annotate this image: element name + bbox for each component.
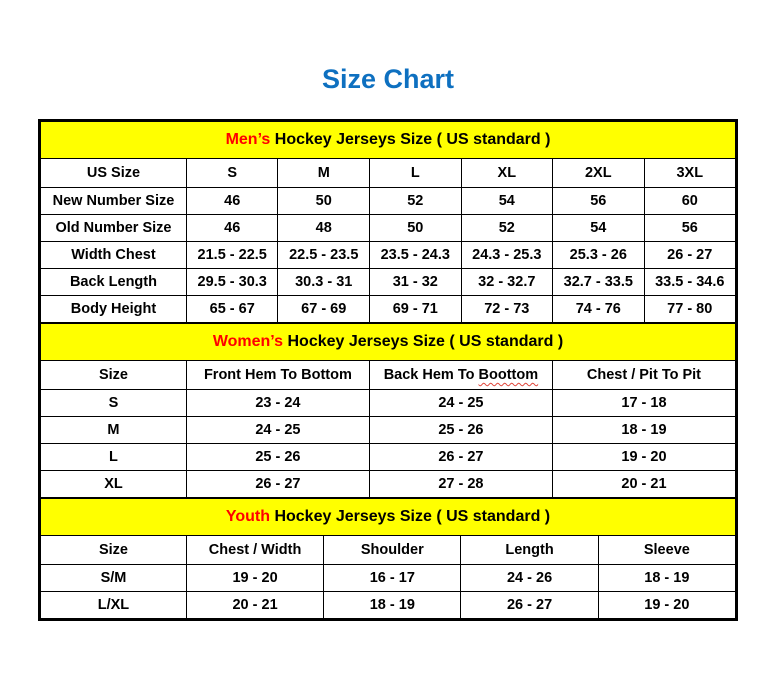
cell: 16 - 17: [324, 565, 461, 592]
cell: 72 - 73: [461, 296, 553, 323]
youth-banner: [41, 499, 736, 536]
cell: 25.3 - 26: [553, 242, 644, 269]
cell: 46: [186, 215, 278, 242]
column-header-l: L: [370, 159, 462, 188]
cell: 23.5 - 24.3: [370, 242, 462, 269]
column-header-3xl: 3XL: [644, 159, 735, 188]
cell: 52: [461, 215, 553, 242]
cell: 29.5 - 30.3: [186, 269, 278, 296]
womens-banner-text: Hockey Jerseys Size ( US standard ): [283, 333, 564, 350]
row-label: Back Length: [41, 269, 187, 296]
cell: 48: [278, 215, 370, 242]
cell: 50: [278, 188, 370, 215]
cell: 26 - 27: [461, 592, 598, 619]
back-hem-misspelled-word: Boottom: [478, 367, 539, 383]
youth-banner-highlight: Youth: [225, 508, 270, 525]
cell: 60: [644, 188, 735, 215]
cell: 56: [644, 215, 735, 242]
cell: 54: [461, 188, 553, 215]
back-hem-prefix: Back Hem To: [383, 367, 479, 383]
column-header-size: Size: [41, 536, 187, 565]
row-label: Body Height: [41, 296, 187, 323]
cell: 32 - 32.7: [461, 269, 553, 296]
cell: 24.3 - 25.3: [461, 242, 553, 269]
column-header-s: S: [186, 159, 278, 188]
mens-size-table: [40, 121, 736, 323]
cell: 18 - 19: [324, 592, 461, 619]
cell: 26 - 27: [186, 471, 369, 498]
table-row: [41, 565, 736, 592]
cell: 74 - 76: [553, 296, 644, 323]
table-row: [41, 242, 736, 269]
cell: 19 - 20: [598, 592, 735, 619]
table-row: [41, 215, 736, 242]
cell: 77 - 80: [644, 296, 735, 323]
cell: 18 - 19: [598, 565, 735, 592]
womens-banner: [41, 324, 736, 361]
cell: 33.5 - 34.6: [644, 269, 735, 296]
cell: 24 - 25: [186, 417, 369, 444]
mens-header-row: [41, 159, 736, 188]
row-label: New Number Size: [41, 188, 187, 215]
cell: 20 - 21: [552, 471, 735, 498]
cell: 52: [370, 188, 462, 215]
cell: 25 - 26: [186, 444, 369, 471]
cell: 30.3 - 31: [278, 269, 370, 296]
cell: 27 - 28: [369, 471, 552, 498]
cell: 54: [553, 215, 644, 242]
row-label: XL: [41, 471, 187, 498]
row-label: S: [41, 390, 187, 417]
youth-banner-text: Hockey Jerseys Size ( US standard ): [270, 508, 551, 525]
page-title: Size Chart: [321, 64, 455, 94]
cell: 32.7 - 33.5: [553, 269, 644, 296]
column-header-sleeve: Sleeve: [598, 536, 735, 565]
row-label: S/M: [41, 565, 187, 592]
row-label: M: [41, 417, 187, 444]
table-row: [41, 296, 736, 323]
cell: 20 - 21: [186, 592, 323, 619]
cell: 26 - 27: [644, 242, 735, 269]
row-label: Width Chest: [41, 242, 187, 269]
column-header-m: M: [278, 159, 370, 188]
cell: 23 - 24: [186, 390, 369, 417]
mens-banner: [41, 122, 736, 159]
cell: 21.5 - 22.5: [186, 242, 278, 269]
cell: 31 - 32: [370, 269, 462, 296]
cell: 56: [553, 188, 644, 215]
cell: 18 - 19: [552, 417, 735, 444]
cell: 19 - 20: [186, 565, 323, 592]
column-header-shoulder: Shoulder: [324, 536, 461, 565]
table-row: [41, 592, 736, 619]
cell: 26 - 27: [369, 444, 552, 471]
cell: 25 - 26: [369, 417, 552, 444]
cell: 24 - 25: [369, 390, 552, 417]
column-header-xl: XL: [461, 159, 553, 188]
table-row: [41, 471, 736, 498]
table-row: [41, 390, 736, 417]
mens-banner-text: Hockey Jerseys Size ( US standard ): [270, 131, 551, 148]
mens-banner-highlight: Men’s: [225, 131, 271, 148]
column-header-us-size: US Size: [41, 159, 187, 188]
womens-banner-highlight: Women’s: [212, 333, 284, 350]
row-label: L/XL: [41, 592, 187, 619]
cell: 50: [370, 215, 462, 242]
row-label: L: [41, 444, 187, 471]
cell: 17 - 18: [552, 390, 735, 417]
column-header-length: Length: [461, 536, 598, 565]
youth-size-table: [40, 498, 736, 619]
column-header-back-hem: [369, 361, 552, 390]
cell: 69 - 71: [370, 296, 462, 323]
column-header-2xl: 2XL: [553, 159, 644, 188]
column-header-chest: Chest / Pit To Pit: [552, 361, 735, 390]
cell: 67 - 69: [278, 296, 370, 323]
cell: 22.5 - 23.5: [278, 242, 370, 269]
cell: 19 - 20: [552, 444, 735, 471]
table-row: [41, 188, 736, 215]
youth-header-row: [41, 536, 736, 565]
womens-header-row: [41, 361, 736, 390]
row-label: Old Number Size: [41, 215, 187, 242]
column-header-size: Size: [41, 361, 187, 390]
table-row: [41, 269, 736, 296]
column-header-front-hem: Front Hem To Bottom: [186, 361, 369, 390]
cell: 46: [186, 188, 278, 215]
column-header-chest-width: Chest / Width: [186, 536, 323, 565]
womens-size-table: [40, 323, 736, 498]
size-chart-table: [38, 119, 738, 621]
cell: 24 - 26: [461, 565, 598, 592]
cell: 65 - 67: [186, 296, 278, 323]
womens-banner-cell: [41, 324, 736, 361]
youth-banner-cell: [41, 499, 736, 536]
mens-banner-cell: [41, 122, 736, 159]
table-row: [41, 417, 736, 444]
table-row: [41, 444, 736, 471]
